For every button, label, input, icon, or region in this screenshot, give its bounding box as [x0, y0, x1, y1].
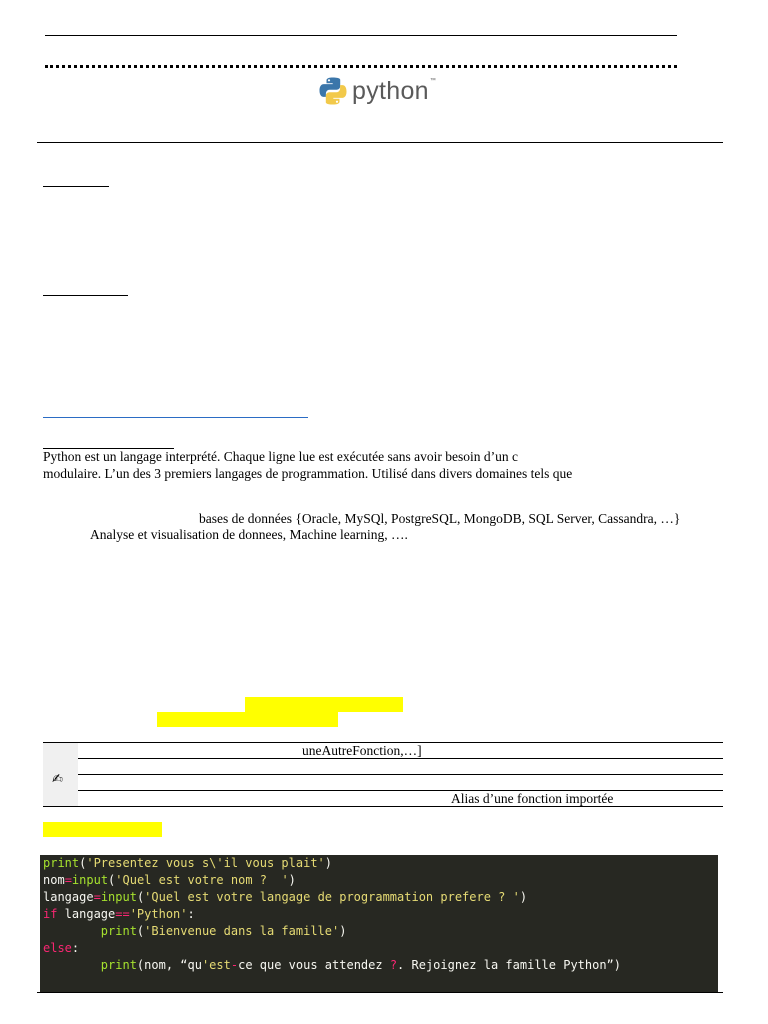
analysis-line: Analyse et visualisation de donnees, Machine learning, …. — [90, 527, 408, 542]
heading-underline-2 — [43, 295, 128, 296]
highlight-block-1 — [245, 697, 403, 712]
header-dotted-rule — [45, 65, 677, 68]
python-wordmark: python — [352, 76, 429, 105]
databases-line: bases de données {Oracle, MySQl, PostgreSQL, MongoDB, SQL Server, Cassandra, …} — [199, 511, 681, 526]
table-rule-4 — [78, 790, 723, 791]
header-top-rule — [45, 35, 677, 36]
highlight-block-3 — [43, 822, 162, 837]
intro-line-2: modulaire. L’un des 3 premiers langages de programmation. Utilisé dans divers domaines tels que — [43, 466, 573, 481]
code-line-4: if langage=='Python': — [43, 907, 195, 921]
trademark-mark: ™ — [429, 78, 436, 84]
table-cell-alias: Alias d’une fonction importée — [451, 791, 614, 806]
table-cell-functions: uneAutreFonction,…] — [302, 743, 422, 758]
code-line-5: print('Bienvenue dans la famille') — [100, 924, 347, 938]
python-snake-icon — [318, 76, 348, 106]
table-rule-3 — [78, 774, 723, 775]
code-line-2: nom=input('Quel est votre nom ? ') — [43, 873, 296, 887]
header-bottom-rule — [37, 142, 723, 143]
heading-underline-1 — [43, 186, 109, 187]
link-underline[interactable] — [43, 417, 308, 418]
code-bottom-rule — [37, 992, 723, 993]
highlight-block-2 — [157, 712, 338, 727]
code-line-7: print(nom, “qu'est-ce que vous attendez ?. Rejoignez la famille Python”) — [100, 958, 622, 972]
pen-icon: ✍ — [52, 772, 63, 787]
code-line-3: langage=input('Quel est votre langage de programmation prefere ? ') — [43, 890, 528, 904]
code-line-6: else: — [43, 941, 80, 955]
table-rule-5 — [43, 806, 723, 807]
intro-line-1: Python est un langage interprété. Chaque ligne lue est exécutée sans avoir besoin d’un c — [43, 449, 518, 464]
code-block — [40, 855, 718, 992]
python-logo — [318, 76, 436, 106]
code-line-1: print('Presentez vous s\'il vous plait') — [43, 856, 333, 870]
